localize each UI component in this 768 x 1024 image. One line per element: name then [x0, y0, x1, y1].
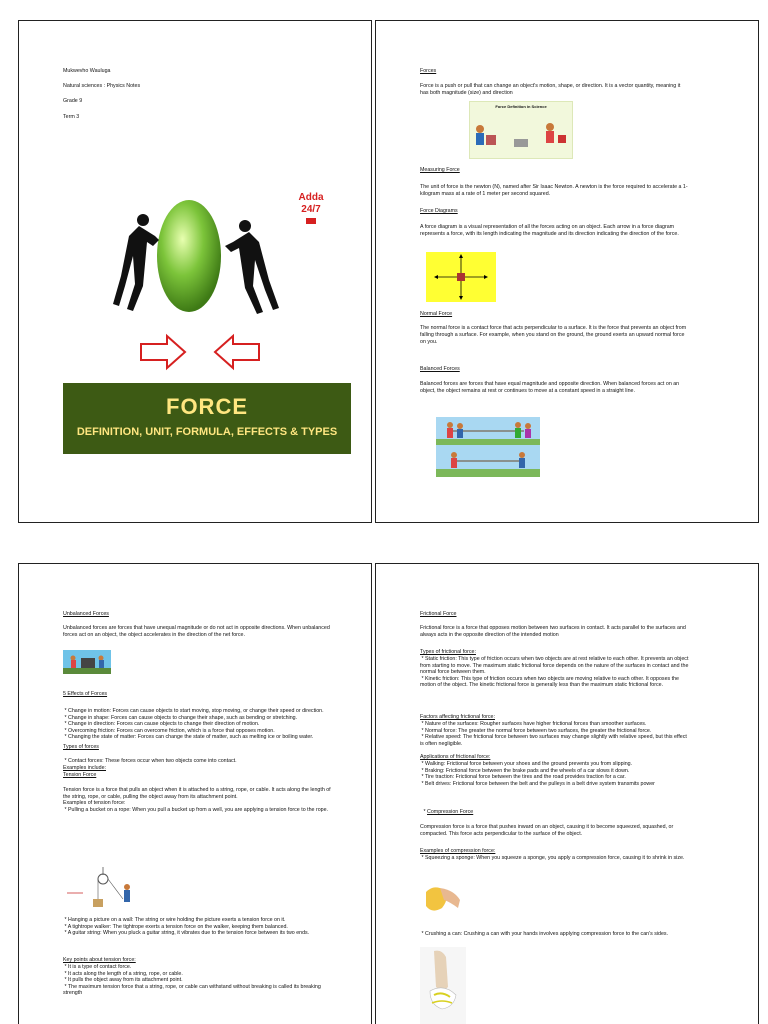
term-line: Term 3	[63, 114, 80, 120]
page-3	[18, 563, 372, 1024]
unbalanced-image	[63, 650, 111, 674]
balanced-text: Balanced forces are forces that have equal magnitude and opposite direction. When balanced forces act on an object, the object remains at rest or continues to move at a constant speed in a straight line.	[420, 381, 681, 394]
cover-title: FORCE	[166, 394, 248, 419]
applications-list: * Walking: Frictional force between your shoes and the ground prevents you from slipping. * Braking: Frictional force between the brake pads and the wheels of a car slows it down. * Tire traction: Frictional force between the tires and the road provides traction for a car. * Belt drives: Frictional force between the belt and the pulleys in a belt drive system transmits power	[421, 761, 655, 787]
force-arrows-illustration	[426, 252, 496, 302]
page-1	[18, 20, 372, 523]
sponge-image	[420, 878, 462, 920]
types-friction-heading: Types of frictional force:	[420, 649, 476, 655]
page-2	[375, 20, 759, 523]
subject-line: Natural sciences : Physics Notes	[63, 83, 141, 89]
types-heading: Types of forces	[63, 744, 99, 750]
diagrams-text: A force diagram is a visual representation of all the forces acting on an object. Each arrow in a force diagram represents a force, with its length indicating the magnitude and its direction indicating the direction of the force.	[420, 224, 679, 237]
balanced-heading: Balanced Forces	[420, 366, 460, 372]
keypoints-list: * It is a type of contact force. * It acts along the length of a string, rope, or cable. * It pulls the object away from its attachment point. * The maximum tension force that a string, rope, or cable can withstand without breaking is called its breaking strength	[63, 964, 321, 997]
cover-image	[63, 176, 351, 454]
normal-heading: Normal Force	[420, 311, 453, 317]
tension-examples: * Hanging a picture on a wall: The string or wire holding the picture exerts a tension force on it. * A tightrope walker: The tightrope exerts a tension force on the walker, keeping them balanced. * A guitar string: When you pluck a guitar string, it vibrates due to the tension force between its two ends.	[64, 917, 310, 937]
effects-list: * Change in motion: Forces can cause objects to start moving, stop moving, or change their speed or direction. * Change in shape: Forces can cause objects to change their shape, such as bending or stretching. * Change in direction: Forces can cause objects to change their direction of motion. * Overcoming friction: Forces can overcome friction, which is a force that opposes motion. * Changing the state of matter: Forces can change the state of matter, such as melting ice or boiling water.	[64, 708, 324, 741]
diagrams-heading: Force Diagrams	[420, 208, 458, 214]
pulley-image	[63, 865, 159, 909]
normal-text: The normal force is a contact force that acts perpendicular to a surface. It is the force that prevents an object from falling through a surface. For example, when you stand on the ground, the ground exerts an upward normal force on you.	[420, 325, 688, 345]
cover-subtitle: DEFINITION, UNIT, FORMULA, EFFECTS & TYPES	[76, 426, 338, 438]
unbalanced-heading: Unbalanced Forces	[63, 611, 109, 617]
unbalanced-illustration	[63, 650, 111, 674]
cover-title-band	[63, 383, 351, 454]
badge-mark	[306, 218, 316, 224]
unbalanced-text: Unbalanced forces are forces that have unequal magnitude or do not act in opposite directions. When unbalanced forces act on an object, the object accelerates in the direction of the net force.	[63, 625, 332, 638]
can-crush-illustration	[420, 947, 466, 1024]
frictional-text: Frictional force is a force that opposes motion between two surfaces in contact. It acts parallel to the surfaces and always acts in the opposite direction of the intended motion	[420, 625, 688, 638]
compression-examples-heading: Examples of compression force:	[420, 848, 496, 854]
pulley-illustration	[63, 865, 159, 909]
sponge-illustration	[420, 878, 462, 920]
compression-examples-list: * Squeezing a sponge: When you squeeze a sponge, you apply a compression force, causing it to shrink in size.	[420, 855, 685, 861]
factors-list: * Nature of the surfaces: Rougher surfaces have higher frictional forces than smoother surfaces. * Normal force: The greater the normal force between two surfaces, the greater the frictional force. * Relative speed: The frictional force between two surfaces may change slightly with relative speed, but this effect is often negligible.	[420, 721, 687, 747]
grade-line: Grade 9	[63, 98, 83, 104]
factors-heading: Factors affecting frictional force:	[420, 714, 495, 720]
effects-heading: 5 Effects of Forces	[63, 691, 108, 697]
compression-bullet: *	[422, 809, 428, 815]
tension-heading: Tension Force	[63, 772, 97, 778]
compression-heading-line	[422, 809, 473, 816]
tension-text: Tension force is a force that pulls an object when it is attached to a string, rope, or cable. It acts along the length of the string, rope, or cable, pulling the object away from its attachment point. Examples of tension force: * Pulling a bucket on a rope: When you pull a bucket up from a well, you are applying a tension force to the rope.	[63, 787, 331, 813]
crushing-text: * Crushing a can: Crushing a can with your hands involves applying compression force to the can's sides.	[420, 931, 669, 937]
forces-text: Force is a push or pull that can change an object's motion, shape, or direction. It is a vector quantity, meaning it has both magnitude (size) and direction	[420, 83, 682, 96]
frictional-heading: Frictional Force	[420, 611, 457, 617]
types-friction-list: * Static friction: This type of friction occurs when two objects are at rest relative to each other. It prevents an object from starting to move. The maximum static frictional force depends on the nature of the surfaces in contact and the normal force between them. * Kinetic friction: This type of friction occurs when two objects are moving relative to each other. It opposes the motion of the object. The kinetic frictional force is generally less than the maximum static frictional force.	[420, 656, 689, 689]
tug-of-war-illustration	[436, 417, 540, 477]
badge-text: Adda 24/7	[298, 192, 324, 215]
applications-heading: Applications of frictional force:	[420, 754, 491, 760]
measuring-text: The unit of force is the newton (N), named after Sir Isaac Newton. A newton is the force required to accelerate a 1-kilogram mass at a rate of 1 meter per second squared.	[420, 184, 688, 197]
forces-heading: Forces	[420, 68, 437, 74]
compression-text: Compression force is a force that pushes inward on an object, causing it to become squeezed, squashed, or compacted. This force acts perpendicular to the surface of the object.	[420, 824, 675, 837]
compression-heading: Compression Force	[427, 809, 474, 815]
keypoints-heading: Key points about tension force:	[63, 957, 136, 963]
contact-forces-text: * Contact forces: These forces occur when two objects come into contact.	[63, 758, 237, 764]
force-definition-image	[469, 101, 573, 159]
author-name: Mukwevho Wauluga	[63, 68, 111, 74]
measuring-heading: Measuring Force	[420, 167, 460, 173]
push-pull-illustration	[470, 109, 574, 157]
tug-of-war-image	[436, 417, 540, 477]
image-title: Force Definition in Science	[495, 104, 547, 109]
page-4	[375, 563, 759, 1024]
brand-badge	[297, 192, 325, 222]
force-diagram-image	[426, 252, 496, 302]
examples-include: Examples include:	[63, 765, 106, 771]
can-crush-image	[420, 947, 466, 1024]
